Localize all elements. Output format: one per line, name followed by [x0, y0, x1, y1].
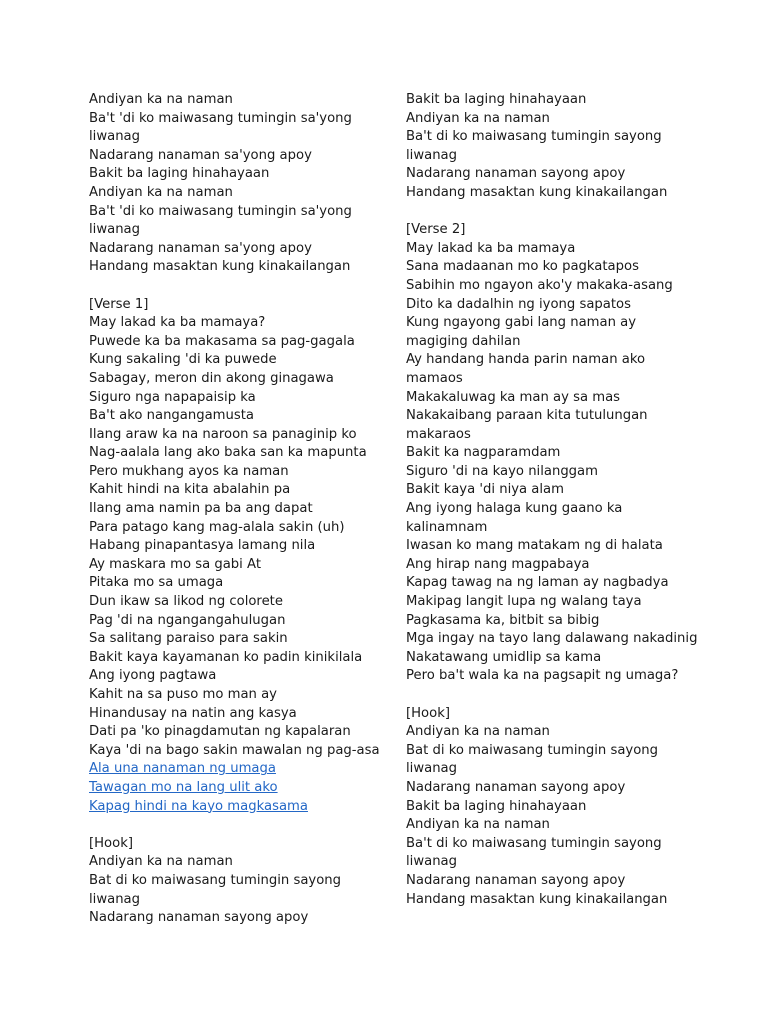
lyric-line: May lakad ka ba mamaya	[406, 240, 576, 256]
lyric-line: Hinandusay na natin ang kasya	[89, 705, 297, 721]
lyric-line: Ba't di ko maiwasang tumingin sayong	[406, 835, 662, 851]
lyric-line: Handang masaktan kung kinakailangan	[406, 891, 668, 907]
lyric-line: Sabagay, meron din akong ginagawa	[89, 370, 334, 386]
lyric-link[interactable]: Kapag hindi na kayo magkasama	[89, 798, 308, 814]
lyric-line: Kahit hindi na kita abalahin pa	[89, 482, 291, 498]
lyric-line: Ba't 'di ko maiwasang tumingin sa'yong	[89, 203, 352, 219]
lyric-line: liwanag	[89, 129, 141, 145]
lyric-line: Kaya 'di na bago sakin mawalan ng pag-asa	[89, 742, 380, 758]
lyric-line: Pitaka mo sa umaga	[89, 575, 224, 591]
lyric-line: Pero mukhang ayos ka naman	[89, 463, 289, 479]
lyric-line: Puwede ka ba makasama sa pag-gagala	[89, 333, 355, 349]
lyric-line: Nadarang nanaman sayong apoy	[406, 872, 626, 888]
lyric-line: May lakad ka ba mamaya?	[89, 315, 266, 331]
lyric-line: Handang masaktan kung kinakailangan	[89, 259, 351, 275]
lyric-line: Bakit kaya kayamanan ko padin kinikilala	[89, 649, 363, 665]
lyric-line: Nadarang nanaman sa'yong apoy	[89, 240, 312, 256]
lyric-line: Pag 'di na ngangangahulugan	[89, 612, 286, 628]
lyric-line: Andiyan ka na naman	[89, 184, 233, 200]
lyric-line: Dito ka dadalhin ng iyong sapatos	[406, 296, 631, 312]
lyric-line: magiging dahilan	[406, 333, 521, 349]
lyric-line: Bakit ka nagparamdam	[406, 445, 561, 461]
lyrics-column-right	[406, 91, 706, 909]
lyric-line: Pero ba't wala ka na pagsapit ng umaga?	[406, 668, 679, 684]
lyric-line: Nakakaibang paraan kita tutulungan	[406, 408, 648, 424]
lyrics-column-left	[89, 91, 379, 928]
lyric-link[interactable]: Tawagan mo na lang ulit ako	[89, 779, 278, 795]
lyric-line: Kahit na sa puso mo man ay	[89, 687, 277, 702]
lyric-line: Nadarang nanaman sayong apoy	[89, 910, 309, 926]
lyric-line: Siguro nga napapaisip ka	[89, 389, 256, 405]
lyric-line: Nag-aalala lang ako baka san ka mapunta	[89, 445, 367, 461]
lyric-line: Ay maskara mo sa gabi At	[89, 556, 261, 572]
lyric-line: Kung ngayong gabi lang naman ay	[406, 315, 637, 331]
lyric-line: Kung sakaling 'di ka puwede	[89, 352, 277, 368]
lyric-line: mamaos	[406, 370, 463, 386]
lyric-line: liwanag	[406, 147, 458, 163]
lyric-line: liwanag	[89, 222, 141, 238]
lyric-line: Ba't ako nangangamusta	[89, 408, 255, 424]
lyric-line: Habang pinapantasya lamang nila	[89, 538, 316, 554]
lyric-line: Nadarang nanaman sayong apoy	[406, 779, 626, 795]
section-heading: [Verse 2]	[406, 222, 466, 238]
lyric-line: liwanag	[406, 854, 458, 870]
lyric-line: Bat di ko maiwasang tumingin sayong	[406, 742, 659, 758]
lyric-line: Bakit ba laging hinahayaan	[89, 166, 270, 182]
lyric-line: Sabihin mo ngayon ako'y makaka-asang	[406, 277, 673, 293]
lyric-line: Kapag tawag na ng laman ay nagbadya	[406, 575, 669, 591]
lyric-line: makaraos	[406, 426, 471, 442]
lyric-line: Ang iyong halaga kung gaano ka	[406, 501, 623, 517]
lyric-line: Nakatawang umidlip sa kama	[406, 649, 602, 665]
lyric-line: Ay handang handa parin naman ako	[406, 352, 646, 368]
lyric-line: Pagkasama ka, bitbit sa bibig	[406, 612, 600, 628]
lyric-line: Ilang araw ka na naroon sa panaginip ko	[89, 426, 357, 442]
lyric-line: Nadarang nanaman sayong apoy	[406, 166, 626, 182]
lyric-line: Ilang ama namin pa ba ang dapat	[89, 501, 313, 517]
lyric-line: Bakit ba laging hinahayaan	[406, 92, 587, 107]
lyric-line: Handang masaktan kung kinakailangan	[406, 184, 668, 200]
lyric-line: Makakaluwag ka man ay sa mas	[406, 389, 621, 405]
lyric-line: Andiyan ka na naman	[406, 110, 550, 126]
lyric-line: liwanag	[406, 761, 458, 777]
lyric-line: Dun ikaw sa likod ng colorete	[89, 594, 283, 610]
lyric-line: Andiyan ka na naman	[89, 92, 233, 107]
lyric-line: liwanag	[89, 891, 141, 907]
blank-line	[89, 816, 379, 835]
section-heading: [Hook]	[89, 835, 133, 851]
lyric-line: Nadarang nanaman sa'yong apoy	[89, 147, 312, 163]
lyric-line: Siguro 'di na kayo nilanggam	[406, 463, 598, 479]
lyric-line: Ba't 'di ko maiwasang tumingin sa'yong	[89, 110, 352, 126]
lyric-line: Bakit kaya 'di niya alam	[406, 482, 564, 498]
lyric-line: Andiyan ka na naman	[406, 817, 550, 833]
lyric-line: Bakit ba laging hinahayaan	[406, 798, 587, 814]
section-heading: [Verse 1]	[89, 296, 149, 312]
lyric-line: Ang iyong pagtawa	[89, 668, 217, 684]
lyric-line: Iwasan ko mang matakam ng di halata	[406, 538, 663, 554]
section-heading: [Hook]	[406, 705, 450, 721]
blank-line	[406, 203, 706, 222]
lyric-link[interactable]: Ala una nanaman ng umaga	[89, 761, 276, 777]
lyric-line: Sa salitang paraiso para sakin	[89, 631, 288, 647]
lyric-line: Andiyan ka na naman	[406, 724, 550, 740]
lyric-line: Sana madaanan mo ko pagkatapos	[406, 259, 639, 275]
lyric-line: Bat di ko maiwasang tumingin sayong	[89, 872, 342, 888]
lyric-line: Ang hirap nang magpabaya	[406, 556, 590, 572]
lyric-line: Ba't di ko maiwasang tumingin sayong	[406, 129, 662, 145]
blank-line	[406, 686, 706, 705]
lyric-line: kalinamnam	[406, 519, 488, 535]
lyric-line: Dati pa 'ko pinagdamutan ng kapalaran	[89, 724, 351, 740]
lyric-line: Para patago kang mag-alala sakin (uh)	[89, 519, 345, 535]
blank-line	[89, 277, 379, 296]
lyric-line: Andiyan ka na naman	[89, 854, 233, 870]
lyric-line: Mga ingay na tayo lang dalawang nakadinig	[406, 631, 698, 647]
lyric-line: Makipag langit lupa ng walang taya	[406, 594, 642, 610]
